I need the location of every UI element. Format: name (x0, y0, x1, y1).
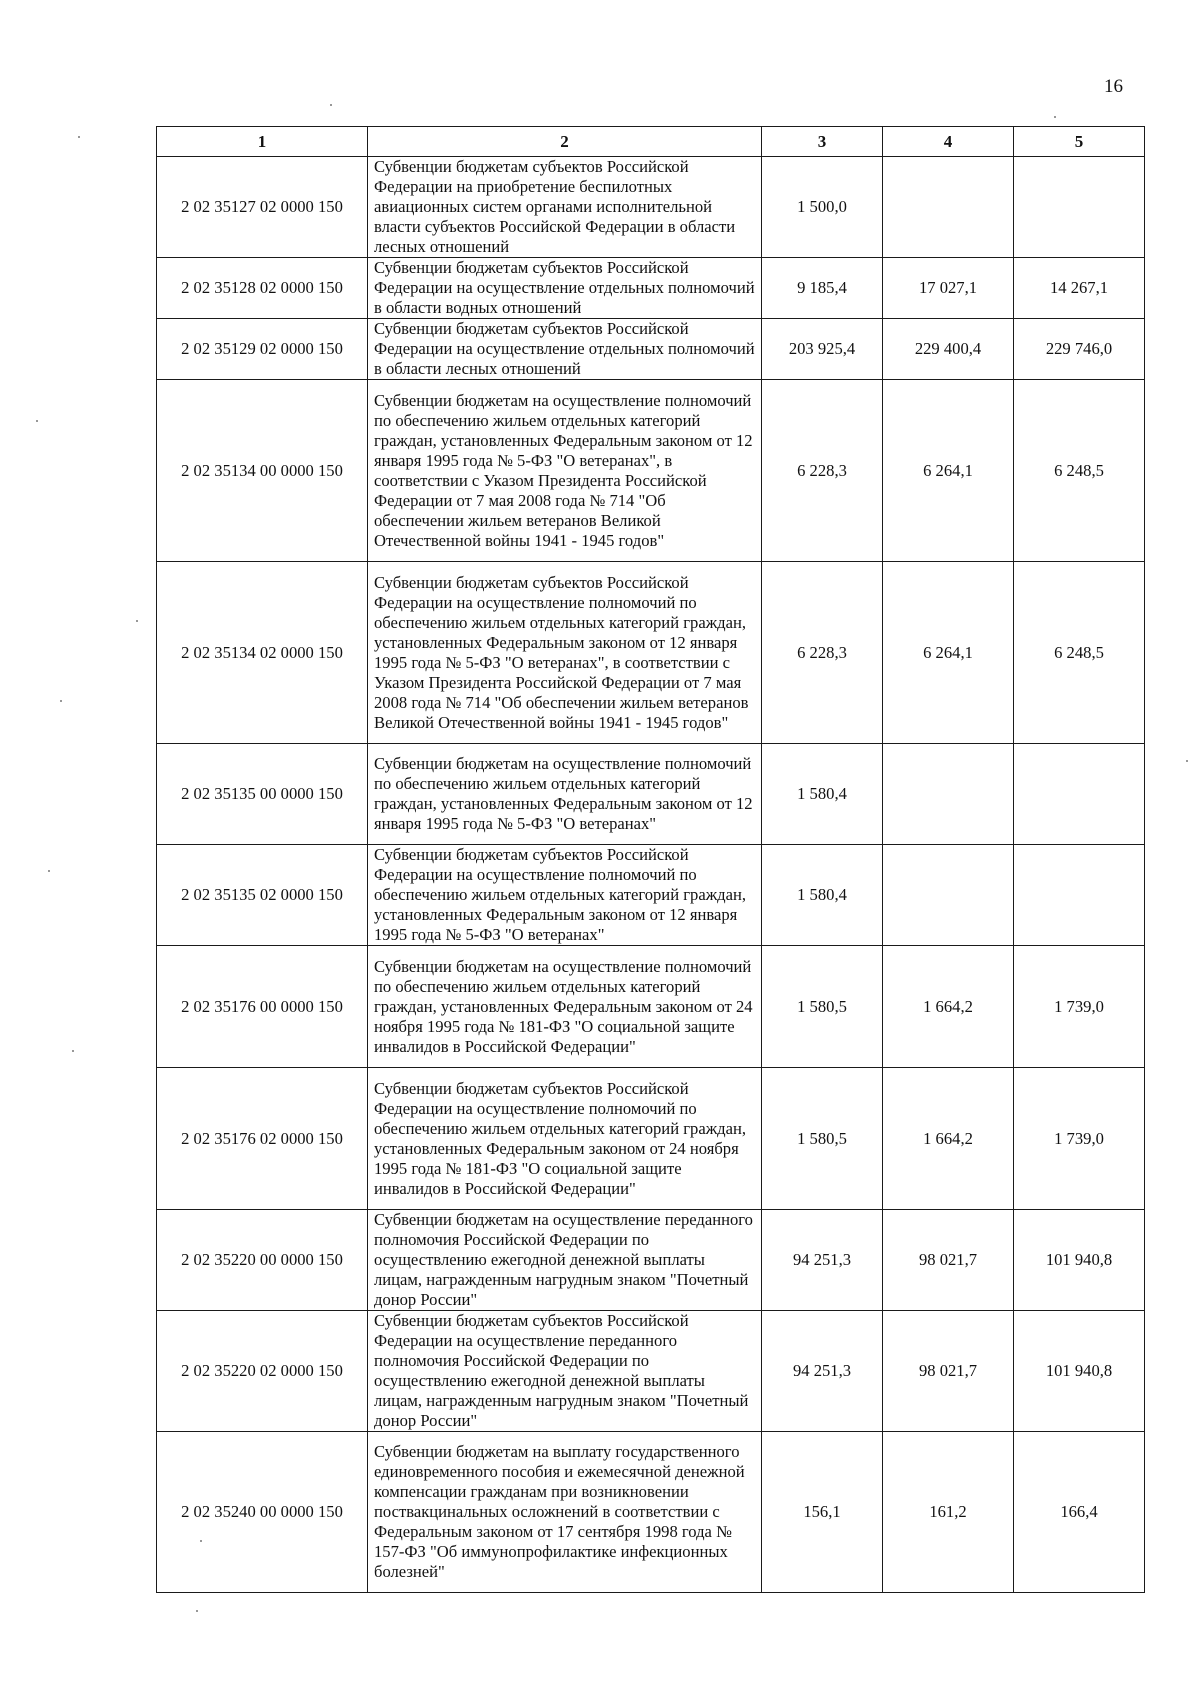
scan-speck (136, 620, 138, 622)
table-row (157, 319, 1145, 380)
table-row (157, 946, 1145, 1068)
value-col5: 229 746,0 (1014, 319, 1145, 380)
description: Субвенции бюджетам субъектов Российской Федерации на осуществление полномочий по обеспечению жильем отдельных категорий граждан, установленных Федеральным законом от 12 января 1995 года № 5-ФЗ "О ветеранах", в соответствии с Указом Президента Российской Федерации от 7 мая 2008 года № 714 "Об обеспечении жильем ветеранов Великой Отечественной войны 1941 - 1945 годов" (368, 562, 762, 744)
description: Субвенции бюджетам субъектов Российской Федерации на осуществление переданного полномочия Российской Федерации по осуществлению ежегодной денежной выплаты лицам, награжденным нагрудным знаком "Почетный донор России" (368, 1311, 762, 1432)
page-number: 16 (1104, 76, 1123, 97)
budget-code: 2 02 35176 02 0000 150 (157, 1068, 368, 1210)
description: Субвенции бюджетам субъектов Российской Федерации на осуществление полномочий по обеспечению жильем отдельных категорий граждан, установленных Федеральным законом от 24 ноября 1995 года № 181-ФЗ "О социальной защите инвалидов в Российской Федерации" (368, 1068, 762, 1210)
budget-code: 2 02 35134 02 0000 150 (157, 562, 368, 744)
scan-speck (196, 1610, 198, 1612)
budget-code: 2 02 35127 02 0000 150 (157, 157, 368, 258)
table-row (157, 1210, 1145, 1311)
budget-table (156, 126, 1145, 1593)
value-col4: 17 027,1 (883, 258, 1014, 319)
table-row (157, 744, 1145, 845)
budget-code: 2 02 35220 00 0000 150 (157, 1210, 368, 1311)
table-row (157, 1311, 1145, 1432)
description: Субвенции бюджетам на осуществление полномочий по обеспечению жильем отдельных категорий граждан, установленных Федеральным законом от 12 января 1995 года № 5-ФЗ "О ветеранах" (368, 744, 762, 845)
value-col3: 6 228,3 (762, 380, 883, 562)
value-col5: 101 940,8 (1014, 1210, 1145, 1311)
value-col4 (883, 157, 1014, 258)
value-col4: 6 264,1 (883, 380, 1014, 562)
scan-speck (48, 870, 50, 872)
column-header-2: 2 (368, 127, 762, 157)
description: Субвенции бюджетам на осуществление полномочий по обеспечению жильем отдельных категорий граждан, установленных Федеральным законом от 24 ноября 1995 года № 181-ФЗ "О социальной защите инвалидов в Российской Федерации" (368, 946, 762, 1068)
value-col4: 98 021,7 (883, 1311, 1014, 1432)
budget-code: 2 02 35220 02 0000 150 (157, 1311, 368, 1432)
value-col4: 1 664,2 (883, 1068, 1014, 1210)
budget-code: 2 02 35129 02 0000 150 (157, 319, 368, 380)
description: Субвенции бюджетам на выплату государственного единовременного пособия и ежемесячной денежной компенсации гражданам при возникновении поствакцинальных осложнений в соответствии с Федеральным законом от 17 сентября 1998 года № 157-ФЗ "Об иммунопрофилактике инфекционных болезней" (368, 1432, 762, 1593)
description: Субвенции бюджетам субъектов Российской Федерации на осуществление отдельных полномочий в области лесных отношений (368, 319, 762, 380)
value-col5: 101 940,8 (1014, 1311, 1145, 1432)
scan-speck (60, 700, 62, 702)
value-col5 (1014, 744, 1145, 845)
column-header-5: 5 (1014, 127, 1145, 157)
scan-speck (1186, 760, 1188, 762)
scan-speck (72, 1050, 74, 1052)
value-col5: 1 739,0 (1014, 1068, 1145, 1210)
table-row (157, 1432, 1145, 1593)
scan-speck (200, 1540, 202, 1542)
column-header-1: 1 (157, 127, 368, 157)
table-row (157, 258, 1145, 319)
table-row (157, 380, 1145, 562)
budget-code: 2 02 35135 02 0000 150 (157, 845, 368, 946)
column-header-3: 3 (762, 127, 883, 157)
table-row (157, 562, 1145, 744)
budget-code: 2 02 35134 00 0000 150 (157, 380, 368, 562)
value-col3: 6 228,3 (762, 562, 883, 744)
value-col3: 203 925,4 (762, 319, 883, 380)
budget-code: 2 02 35128 02 0000 150 (157, 258, 368, 319)
value-col4 (883, 845, 1014, 946)
budget-code: 2 02 35176 00 0000 150 (157, 946, 368, 1068)
value-col3: 1 580,5 (762, 1068, 883, 1210)
value-col5 (1014, 845, 1145, 946)
value-col4: 1 664,2 (883, 946, 1014, 1068)
table-row (157, 845, 1145, 946)
value-col5: 14 267,1 (1014, 258, 1145, 319)
value-col3: 94 251,3 (762, 1210, 883, 1311)
value-col3: 1 580,4 (762, 744, 883, 845)
scan-speck (330, 104, 332, 106)
description: Субвенции бюджетам на осуществление полномочий по обеспечению жильем отдельных категорий граждан, установленных Федеральным законом от 12 января 1995 года № 5-ФЗ "О ветеранах", в соответствии с Указом Президента Российской Федерации от 7 мая 2008 года № 714 "Об обеспечении жильем ветеранов Великой Отечественной войны 1941 - 1945 годов" (368, 380, 762, 562)
value-col3: 1 580,4 (762, 845, 883, 946)
column-header-4: 4 (883, 127, 1014, 157)
description: Субвенции бюджетам субъектов Российской Федерации на осуществление отдельных полномочий в области водных отношений (368, 258, 762, 319)
table-row (157, 157, 1145, 258)
value-col4: 161,2 (883, 1432, 1014, 1593)
budget-code: 2 02 35240 00 0000 150 (157, 1432, 368, 1593)
description: Субвенции бюджетам субъектов Российской Федерации на приобретение беспилотных авиационных систем органами исполнительной власти субъектов Российской Федерации в области лесных отношений (368, 157, 762, 258)
value-col5: 6 248,5 (1014, 562, 1145, 744)
table-row (157, 1068, 1145, 1210)
value-col5: 6 248,5 (1014, 380, 1145, 562)
description: Субвенции бюджетам субъектов Российской Федерации на осуществление полномочий по обеспечению жильем отдельных категорий граждан, установленных Федеральным законом от 12 января 1995 года № 5-ФЗ "О ветеранах" (368, 845, 762, 946)
value-col3: 9 185,4 (762, 258, 883, 319)
value-col5 (1014, 157, 1145, 258)
header-row (157, 127, 1145, 157)
budget-code: 2 02 35135 00 0000 150 (157, 744, 368, 845)
scan-speck (36, 420, 38, 422)
value-col4: 98 021,7 (883, 1210, 1014, 1311)
value-col3: 1 500,0 (762, 157, 883, 258)
value-col5: 166,4 (1014, 1432, 1145, 1593)
value-col4 (883, 744, 1014, 845)
scan-speck (78, 136, 80, 138)
value-col4: 229 400,4 (883, 319, 1014, 380)
value-col3: 94 251,3 (762, 1311, 883, 1432)
scan-speck (1054, 116, 1056, 118)
description: Субвенции бюджетам на осуществление переданного полномочия Российской Федерации по осуществлению ежегодной денежной выплаты лицам, награжденным нагрудным знаком "Почетный донор России" (368, 1210, 762, 1311)
value-col5: 1 739,0 (1014, 946, 1145, 1068)
value-col4: 6 264,1 (883, 562, 1014, 744)
value-col3: 1 580,5 (762, 946, 883, 1068)
value-col3: 156,1 (762, 1432, 883, 1593)
